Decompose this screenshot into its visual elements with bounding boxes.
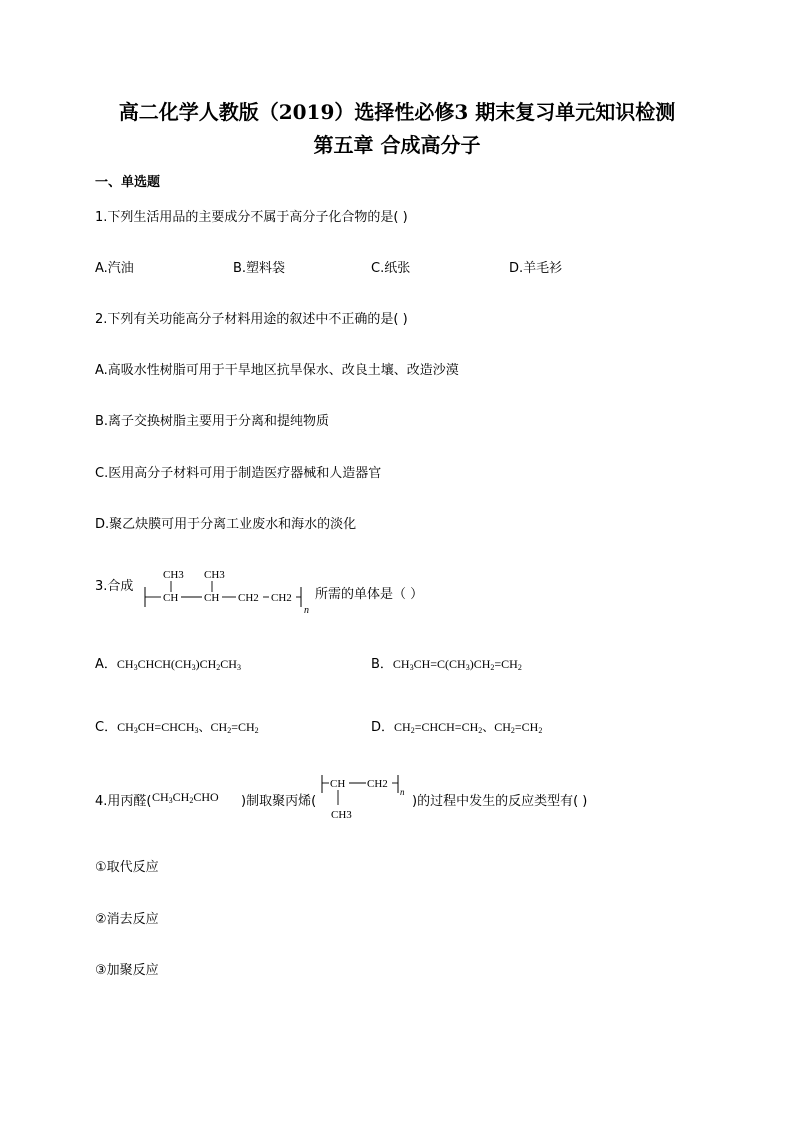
polypropylene-structure [316,773,416,823]
option-label: A． [95,657,117,672]
section-heading: 一、单选题 [95,175,161,190]
propanal-formula: $CH_3CH_2CHO$ [152,790,219,805]
question-1-option-d: D.羊毛衫 [509,261,563,276]
structure-substituent-2: CH3 [204,569,225,581]
question-2-option-c: C.医用高分子材料可用于制造医疗器械和人造器官 [95,466,382,481]
question-1-option-a: A.汽油 [95,261,134,276]
option-label: C． [95,720,118,735]
option-label: D． [371,720,395,735]
option-label: B． [371,657,393,672]
question-3-option-d [371,716,542,735]
option-d-formula: $CH_2=CHCH=CH_2$、$CH_2=CH_2$ [394,720,543,735]
document-title: 高二化学人教版（2019）选择性必修3 期末复习单元知识检测 [118,100,676,124]
question-3-polymer-structure [136,563,316,615]
question-4-item-1: ①取代反应 [95,860,159,875]
question-1-stem: 1.下列生活用品的主要成分不属于高分子化合物的是( ) [95,210,408,225]
question-4-stem-middle: )制取聚丙烯( [241,794,317,809]
chapter-title: 第五章 合成高分子 [313,133,481,157]
structure-substituent-1: CH3 [163,569,184,581]
question-4-item-2: ②消去反应 [95,912,159,927]
structure-chain-ch-2: CH [204,592,220,604]
option-b-formula: $CH_3CH=C(CH_3)CH_2=CH_2$ [392,657,522,672]
question-2-option-d: D.聚乙炔膜可用于分离工业废水和海水的淡化 [95,517,357,532]
question-3-option-a [95,653,241,672]
question-2-option-a: A.高吸水性树脂可用于干旱地区抗旱保水、改良土壤、改造沙漠 [95,363,459,378]
question-3-stem-prefix: 3.合成 [95,579,134,594]
question-3-option-c [95,716,259,735]
question-1-option-c: C.纸张 [371,261,411,276]
option-a-formula: $CH_3CHCH(CH_3)CH_2CH_3$ [116,657,241,672]
question-3-stem-suffix: 所需的单体是（ ） [315,587,424,602]
question-4-item-3: ③加聚反应 [95,963,159,978]
question-4-stem-suffix: )的过程中发生的反应类型有( ) [412,794,588,809]
structure-chain-ch2-1: CH2 [238,592,259,604]
question-1-option-b: B.塑料袋 [233,261,286,276]
polymer-chain-ch2: CH2 [367,778,388,790]
polymer-chain-ch: CH [330,778,346,790]
polymer-repeat-n: n [400,787,405,797]
structure-chain-ch2-2: CH2 [271,592,292,604]
question-2-stem: 2.下列有关功能高分子材料用途的叙述中不正确的是( ) [95,312,408,327]
question-3-option-b [371,653,522,672]
question-2-option-b: B.离子交换树脂主要用于分离和提纯物质 [95,414,330,429]
question-4-stem-prefix: 4.用丙醛( [95,794,152,809]
option-c-formula: $CH_3CH=CHCH_3$、$CH_2=CH_2$ [117,720,259,735]
structure-chain-ch-1: CH [163,592,179,604]
polymer-substituent: CH3 [331,809,352,821]
structure-repeat-n: n [304,605,309,615]
